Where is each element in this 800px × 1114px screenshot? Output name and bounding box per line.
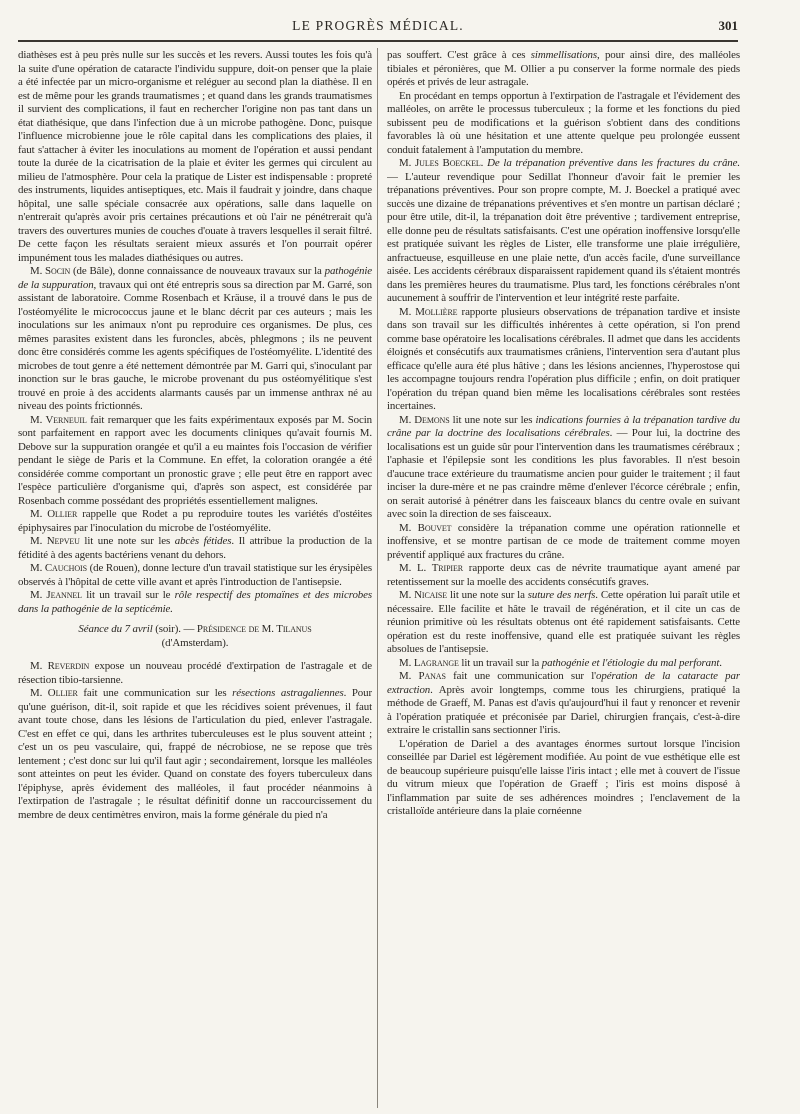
paragraph-ollier-resections — [18, 687, 372, 822]
paragraph-nicaise — [387, 589, 740, 657]
paragraph-continued — [387, 49, 740, 90]
paragraph-dariel: L'opération de Dariel a des avantages énormes surtout lorsque l'incision conseillée par Dariel est légèrement modifiée. Au point de vue esthétique elle est de beaucoup supérieure puisqu'elle laisse l'iris intact ; elle met à couvert de l'issue du vitrum mieux que l'opération de Graeff ; l'iris est moins disposé à l'inflammation par suite de ses adhérences moindres ; l'enclavement de la cristalloïde antérieure dans la plaie cornéenne — [387, 737, 740, 817]
paragraph-text: . — [719, 656, 722, 669]
author-name: M. Panas — [399, 670, 446, 682]
paragraph-text: . — [480, 157, 488, 169]
paragraph-bouvet — [387, 522, 740, 563]
paragraph-italic: De la trépanation préventive dans les fractures du crâne. — [487, 157, 740, 169]
session-text: (soir). — — [152, 623, 197, 635]
author-name: M. Bouvet — [399, 521, 452, 534]
paragraph-text: lit un travail sur la — [458, 656, 542, 669]
paragraph-text: expose un nouveau procédé d'extirpation de l'astragale et de résection tibio-tarsienne. — [18, 660, 372, 686]
paragraph-text: fait remarquer que les faits expérimentaux exposés par M. Socin sont parfaitement en rapport avec les documents cliniques qu'avait fournis M. Debove sur la suppuration orangée et qu'il a eu maintes fois l'occasion de vérifier pendant le siège de Paris et la Commune. En effet, la coloration orangée a été considérée comme comportant un pronostic grave ; elle peut être en rapport avec l'espèce particulière d'organisme qui, d'après son aspect, est considérée par Rosenbach comme possédant des propriétés essentiellement malignes. — [18, 413, 372, 507]
author-name: M. Nicaise — [399, 589, 448, 601]
paragraph-text: fait une communication sur l' — [445, 670, 597, 682]
paragraph-text: pas souffert. C'est grâce à ces — [387, 49, 531, 61]
paragraph-lagrange — [387, 657, 740, 671]
column-divider — [377, 48, 378, 1108]
paragraph-ollier-rodet — [18, 508, 372, 535]
paragraph-italic: indications fournies à la trépanation tardive du crâne par la doctrine des localisations cérébrales — [387, 413, 740, 439]
page-number: 301 — [718, 18, 738, 33]
author-name: M. Socin — [30, 265, 71, 277]
page-header — [18, 18, 738, 42]
paragraph-nepveu — [18, 535, 372, 562]
paragraph-text: rapporte plusieurs observations de trépanation tardive et insiste dans son travail sur les difficultés inhérentes à cette opération, si l'on prend comme base opératoire les localisations cérébrales. Il admet que dans les accidents éloignés et consécutifs aux traumatismes crâniens, l'intervention sera d'autant plus efficace qu'elle aura été plus hâtive ; dans les lésions anciennes, l'hyperostose qui les accompagne toujours rendra l'opération plus difficile ; enfin, on doit pratiquer l'opération du trépan quand bien même les localisations cérébrales sont restées incertaines. — [387, 305, 740, 412]
right-column — [387, 49, 740, 1107]
paragraph-reverdin — [18, 660, 372, 687]
paragraph-demons — [387, 414, 740, 522]
author-name: M. Jules Boeckel — [399, 157, 481, 169]
paragraph-cauchois — [18, 562, 372, 589]
author-name: M. Verneuil — [30, 413, 87, 426]
author-name: M. Nepveu — [30, 535, 80, 547]
paragraph-text: lit un travail sur le — [81, 589, 175, 601]
paragraph-socin — [18, 265, 372, 414]
session-city: (d'Amsterdam). — [161, 636, 229, 649]
paragraph-text: , travaux qui ont été entrepris sous sa direction par M. Garré, son assistant de laboratoire. Comme Rosenbach et Kräuse, il a trouvé dans le pus de l'ostéomyélite le micrococcus jaune et le blanc décrit par ces auteurs ; mais les inoculations sur les animaux n'ont pu reproduire ces organismes. De plus, ces mêmes parasites existent dans les furoncles, abcès, phlegmons ; ils ne peuvent donc être considérés comme les agents spécifiques de l'ostéomyélite. L'identité des microbes de tout genre a été nettement démontrée par M. Garri qui, s'inoculant par inonction sur le bras gauche, le microbe provenant du pus ostéomyélitique s'est trouvé en proie à des accidents alarmants causés par un immense anthrax né au niveau des points frictionnés. — [18, 278, 372, 412]
paragraph-jeannel — [18, 589, 372, 616]
session-presidence: Présidence de M. Tilanus — [196, 623, 312, 635]
author-name: M. L. Tripier — [399, 562, 464, 574]
session-date: Séance du 7 avril — [78, 623, 153, 635]
author-name: M. Demons — [399, 413, 450, 426]
paragraph-italic: rôle respectif des ptomaïnes et des microbes dans la pathogénie de la septicémie. — [18, 589, 372, 615]
author-name: M. Ollier — [30, 508, 78, 520]
paragraph-text: rappelle que Rodet a pu reproduire toutes les variétés d'ostéites épiphysaires par l'inoculation du microbe de l'ostéomyélite. — [18, 508, 372, 534]
paragraph-text: lit une note sur les — [79, 535, 175, 547]
session-heading — [18, 623, 372, 650]
journal-title: LE PROGRÈS MÉDICAL. — [292, 18, 464, 33]
paragraph-panas — [387, 670, 740, 738]
author-name: M. Jeannel — [30, 589, 82, 601]
paragraph-text: fait une communication sur les — [77, 687, 233, 699]
paragraph-boeckel — [387, 157, 740, 306]
paragraph-text: . — Pour lui, la doctrine des localisations est un guide sûr pour l'intervention dans les traumatismes cérébraux ; l'aphasie et l'épilepsie sont les conditions les plus favorables. Il n'est besoin d'aucune trace extérieure du traumatisme ancien pour guider le traitement ; il faut inciser la dure-mère et ne pas craindre même d'enlever l'écorce cérébrale ; enfin, on serait autorisé à pénétrer dans les faisceaux blancs du centre ovale en suivant avec soin la direction de ses faisceaux. — [387, 427, 740, 520]
paragraph-astragale: En procédant en temps opportun à l'extirpation de l'astragale et l'évidement des malléoles, on arrête le processus tuberculeux ; la forme et les fonctions du pied subissent peu de modifications et la guérison s'obtient dans des conditions favorables là où une hésitation et une attente quelque peu prolongée eussent conduit fatalement à l'amputation du membre. — [387, 89, 740, 156]
paragraph-text: . Pour qu'une guérison, dit-il, soit rapide et que les récidives soient prévenues, il faut avant toute chose, dans les lésions de l'articulation du pied, enlever l'astragale. C'est en effet ce qui, dans les arthrites tuberculeuses est le plus souvent atteint ; c'est un os peu vasculaire, qui, frappé de nécrobiose, ne se repose que très lentement ; c'est donc sur lui qu'il faut agir ; secondairement, lorsque les malléoles sont atteintes on peut les évider. Quand on constate des foyers tuberculeux dans l'épiphyse, après évidement des malléoles, il faut procéder néanmoins à l'extirpation de l'astragale ; le résultat définitif donne un raccourcissement du membre de deux centimètres environ, mais la forme générale du pied n'a — [18, 687, 372, 821]
paragraph-italic: opération de la cataracte par extraction — [387, 670, 740, 696]
paragraph-text: (de Rouen), donne lecture d'un travail statistique sur les érysipèles observés à l'hôpital de cette ville avant et après l'introduction de l'antisepsie. — [18, 562, 372, 588]
paragraph-verneuil — [18, 414, 372, 509]
author-name: M. Cauchois — [30, 562, 87, 574]
paragraph-text: considère la trépanation comme une opération rationnelle et inoffensive, et se montre partisan de ce mode de traitement comme moyen préventif appliqué aux fractures du crâne. — [387, 521, 740, 561]
paragraph-text: . Cette opération lui paraît utile et nécessaire. Elle facilite et hâte le travail de régénération, et il cite un cas de réunion primitive où les résultats obtenus ont été rapidement satisfaisants. Cette opération est du reste inoffensive, quand elle est pratiquée suivant les règles absolues de l'antisepsie. — [387, 589, 740, 655]
paragraph-text: . Après avoir longtemps, comme tous les chirurgiens, pratiqué la méthode de Graeff, M. Panas est d'avis qu'aujourd'hui il faut y renoncer et revenir à l'opération pratiquée et préconisée par Dariel, chirurgien français, c'est-à-dire extraire le cristallin sans sectionner l'iris. — [387, 683, 740, 736]
paragraph-diatheses: diathèses est à peu près nulle sur les succès et les revers. Aussi toutes les fois qu'à la suite d'une opération de cataracte l'individu suppure, doit-on penser que la plaie a été infectée par un micro-organisme et reléguer au second plan la diathèse. Il en est de même pour les grands traumatismes ; et quand dans les grands traumatismes il survient des complications, il faut en rechercher l'origine non pas tant dans un état diathésique, que dans l'infection due à un microbe pathogène. Donc, puisque l'influence microbienne joue le rôle capital dans les complications des plaies, il faut s'attacher à éviter les inoculations au moment de l'opération et aussi pendant toute la durée de la cicatrisation de la plaie et éviter les germes qui circulent au milieu de l'atmosphère. Pour cela la pratique de Lister est indispensable : propreté des instruments, liquides antiseptiques, etc. Mais il faudrait y joindre, dans chaque hôpital, une salle spéciale consacrée aux opérations, salle dans laquelle on n'entrerait qu'après avoir pris certaines précautions et où l'air ne pénétrerait qu'à travers des ouvertures munies de couches d'ouate à travers lesquelles il serait filtré. De cette façon les résultats seraient mieux assurés et l'on pourrait opérer impunément tous les malades diathésiques ou autres. — [18, 49, 372, 264]
paragraph-italic: pathogénie de la suppuration — [18, 265, 372, 291]
paragraph-italic: pathogénie et l'étiologie du mal perforant — [541, 656, 720, 669]
paragraph-text: lit une note sur les — [449, 413, 536, 426]
author-name: M. Mollière — [399, 305, 458, 318]
paragraph-text: , pour ainsi dire, des malléoles tibiales et péronières, que M. Ollier a pu conserver la forme normale des pieds opérés et privés de leur astragale. — [387, 49, 740, 88]
paragraph-text: — L'auteur revendique pour Sedillat l'honneur d'avoir fait le premier les trépanations préventives. Pour son propre compte, M. J. Boeckel a pratiqué avec succès une dizaine de trépanations préventives et s'en montre un partisan déclaré ; pour être utile, dit-il, la trépanation doit être préventive ; tardivement entreprise, elle donne peu de résultats satisfaisants. C'est une opération inoffensive lorsqu'elle est pratiquée suivant les règles de Lister, elle transforme une plaie irrégulière, anfractueuse, esquilleuse en une plaie nette, d'un accès facile, d'une surveillance aisée. Les accidents cérébraux disparaissent rapidement quand ils s'étaient montrés dans les premières heures du traumatisme. Plus tard, les fonctions cérébrales n'ont aucunement à souffrir de l'intervention et leur intégrité reste parfaite. — [387, 170, 740, 304]
paragraph-text: . Il attribue la production de la fétidité à des agents bactériens venant du dehors. — [18, 535, 372, 561]
paragraph-molliere — [387, 306, 740, 414]
author-name: M. Ollier — [30, 687, 78, 699]
paragraph-italic: suture des nerfs — [527, 589, 596, 601]
paragraph-tripier — [387, 562, 740, 589]
paragraph-italic: abcès fétides — [174, 535, 232, 547]
left-column — [18, 49, 372, 1107]
paragraph-text: (de Bâle), donne connaissance de nouveaux travaux sur la — [70, 265, 325, 277]
paragraph-italic: simmellisations — [530, 49, 598, 61]
paragraph-italic: résections astragaliennes — [232, 687, 344, 699]
author-name: M. Lagrange — [399, 656, 459, 669]
author-name: M. Reverdin — [30, 660, 90, 672]
paragraph-text: lit une note sur la — [447, 589, 528, 601]
paragraph-text: rapporte deux cas de névrite traumatique ayant amené par retentissement sur la moelle des accidents consécutifs graves. — [387, 562, 740, 588]
